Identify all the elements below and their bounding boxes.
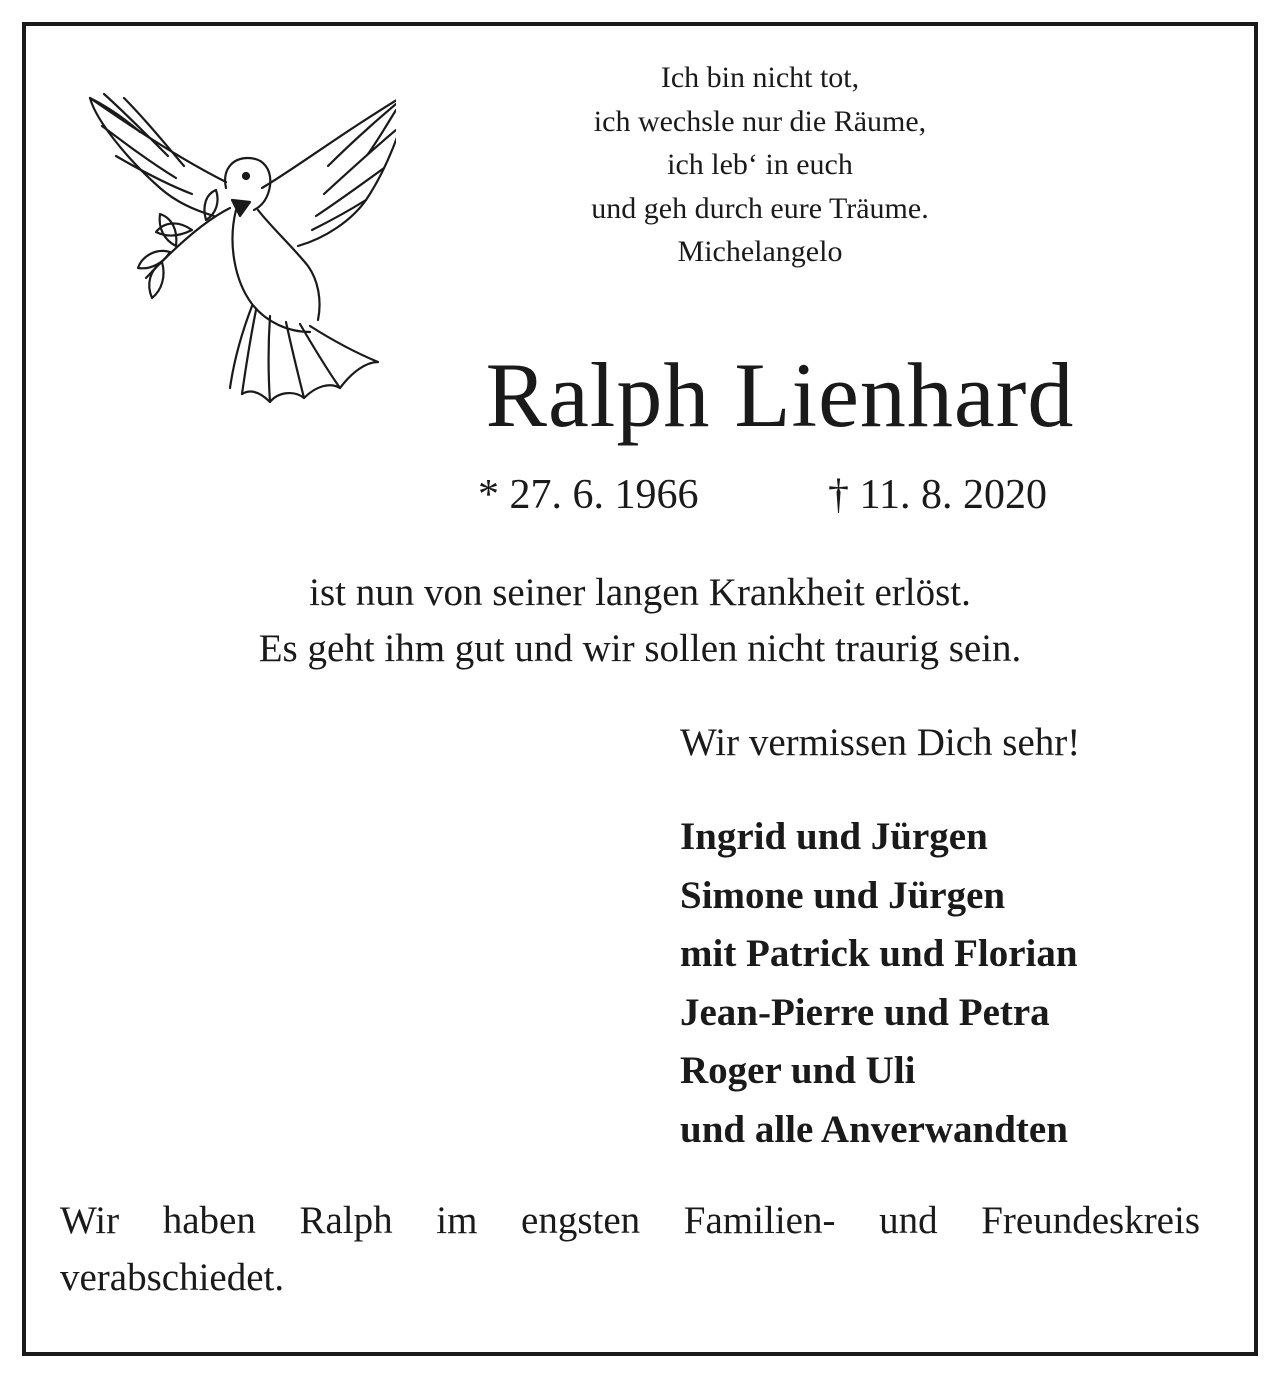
mourner-entry: Roger und Uli (680, 1049, 916, 1092)
mourner-entry: Jean-Pierre und Petra (680, 990, 1050, 1034)
quote-author: Michelangelo (677, 235, 843, 268)
dove-with-olive-branch-icon (66, 70, 396, 410)
message-line: Es geht ihm gut und wir sollen nicht traurig sein. (258, 627, 1022, 670)
death-date: † 11. 8. 2020 (828, 472, 1047, 518)
quote-line: ich leb‘ in euch (667, 148, 853, 181)
farewell-line: Wir haben Ralph im engsten Familien- und Freundeskreis (60, 1199, 1200, 1242)
quote-line: und geh durch eure Träume. (591, 191, 929, 225)
mourner-entry: Ingrid und Jürgen (680, 815, 988, 858)
quote-line: ich wechsle nur die Räume, (593, 104, 927, 138)
message-line: ist nun von seiner langen Krankheit erlöst. (309, 571, 971, 614)
quote-line: Ich bin nicht tot, (660, 61, 860, 94)
closing-line: Wir vermissen Dich sehr! (680, 721, 1081, 764)
mourners-list (680, 808, 1078, 1159)
farewell-line: verabschiedet. (60, 1256, 285, 1299)
farewell-note (60, 1192, 1200, 1306)
mourner-entry: Simone und Jürgen (680, 873, 1006, 917)
obituary-message (60, 565, 1220, 677)
mourner-entry: mit Patrick und Florian (680, 932, 1078, 975)
birth-date: * 27. 6. 1966 (478, 472, 699, 518)
mourner-entry: und alle Anverwandten (680, 1107, 1068, 1151)
quote-block (520, 56, 1000, 274)
deceased-name: Ralph Lienhard (485, 344, 1075, 446)
